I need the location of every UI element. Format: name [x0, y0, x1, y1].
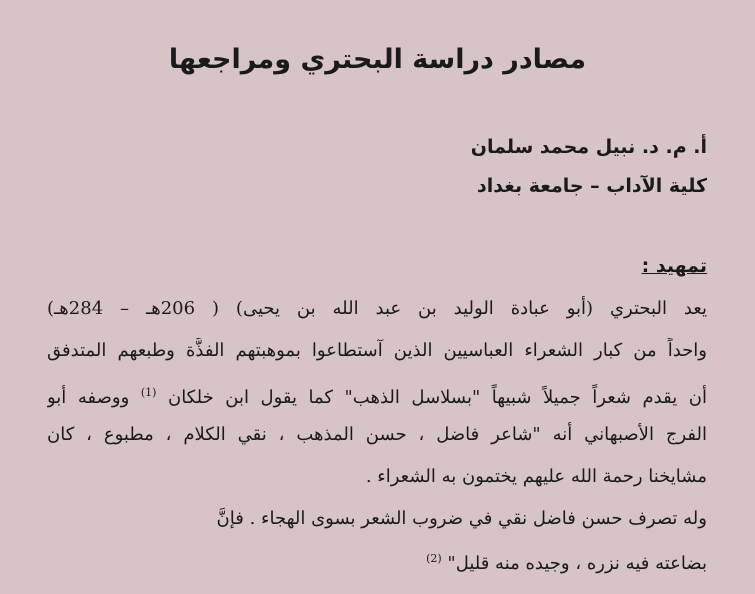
paragraph-line	[47, 546, 707, 577]
section-heading: تمهيد :	[641, 255, 707, 277]
footnote-marker: (1)	[140, 386, 157, 399]
paragraph-line: وله تصرف حسن فاضل نقي في ضروب الشعر بسوى الهجاء . فإنَّ	[216, 508, 707, 529]
paragraph-line: يعد البحتري (أبو عبادة الوليد بن عبد الله بن يحيى) ( 206هـ – 284هـ)	[47, 298, 707, 319]
author-name: أ. م. د. نبيل محمد سلمان	[470, 136, 707, 158]
line-text: بضاعته فيه نزره ، وجيده منه قليل"	[447, 553, 707, 574]
paragraph-line: واحداً من كبار الشعراء العباسيين الذين آستطاعوا بموهبتهم الفذَّة وطبعهم المتدفق	[47, 340, 707, 361]
line-text: ووصفه أبو	[47, 387, 130, 408]
line-text: أن يقدم شعراً جميلاً شبيهاً "بسلاسل الذهب" كما يقول ابن خلكان	[167, 387, 707, 408]
document-title: مصادر دراسة البحتري ومراجعها	[168, 44, 587, 75]
footnote-marker: (2)	[426, 552, 442, 565]
author-affiliation: كلية الآداب – جامعة بغداد	[477, 175, 707, 197]
paragraph-line: مشايخنا رحمة الله عليهم يختمون به الشعراء .	[365, 466, 707, 487]
paragraph-line: الفرج الأصبهاني أنه "شاعر فاضل ، حسن المذهب ، نقي الكلام ، مطبوع ، كان	[47, 424, 707, 445]
paragraph-line	[47, 380, 707, 411]
